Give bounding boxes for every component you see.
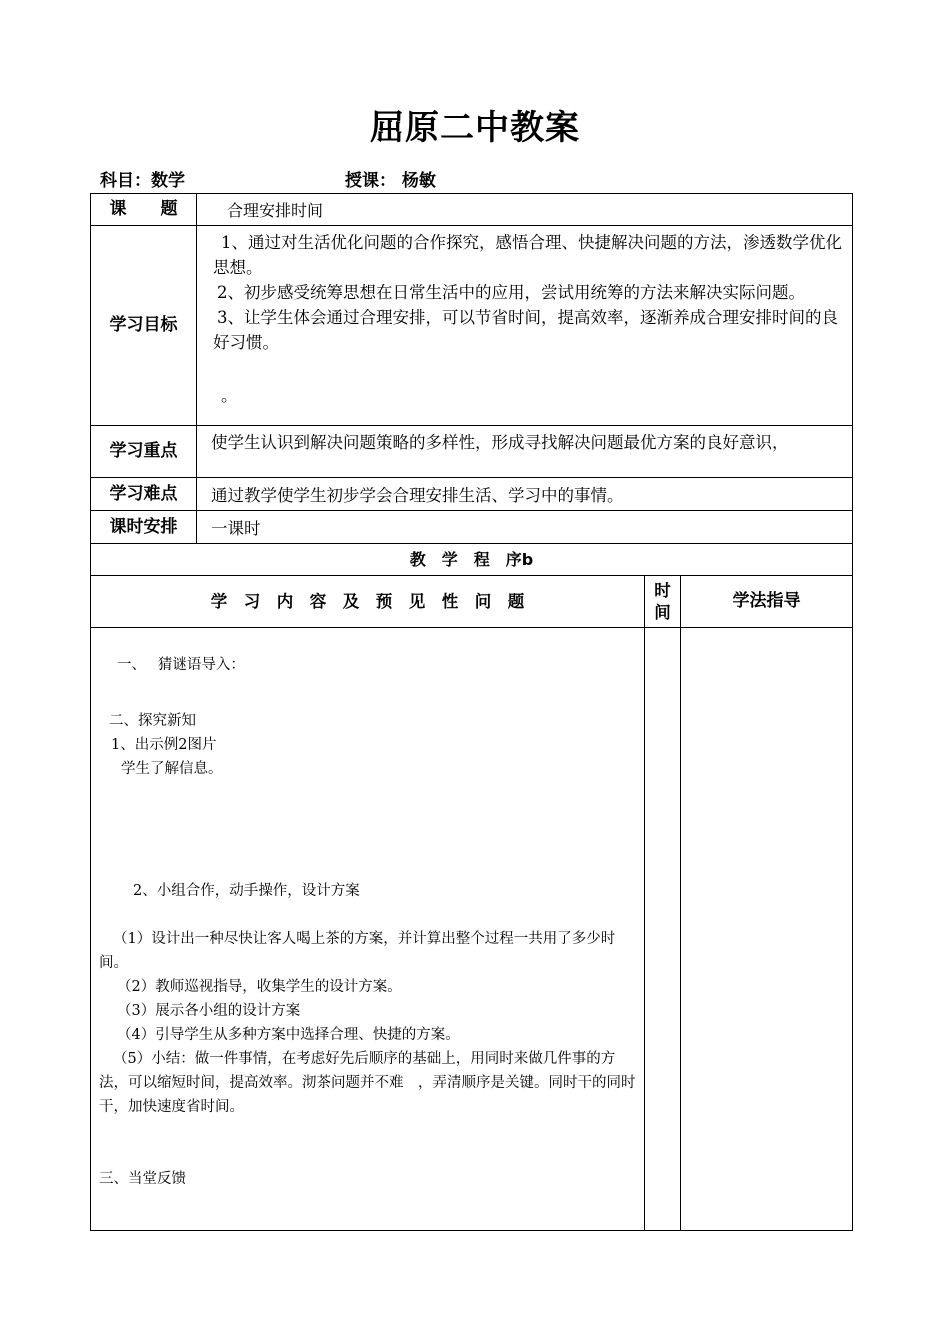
goal-item: 2、初步感受统筹思想在日常生活中的应用，尝试用统筹的方法来解决实际问题。 (217, 283, 805, 302)
goal-tail: 。 (221, 386, 238, 405)
hours-label: 课时安排 (91, 511, 197, 544)
key-value: 使学生认识到解决问题策略的多样性，形成寻找解决问题最优方案的良好意识， (197, 426, 853, 478)
content-column-header: 学 习 内 容 及 预 见 性 问 题 (91, 576, 645, 628)
time-column-header: 时间 (645, 576, 681, 628)
goal-item: 3、让学生体会通过合理安排，可以节省时间，提高效率，逐渐养成合理安排时间的良好习惯。 (213, 308, 838, 352)
difficulty-value: 通过教学使学生初步学会合理安排生活、学习中的事情。 (197, 478, 853, 511)
goal-item: 1、通过对生活优化问题的合作探究，感悟合理、快捷解决问题的方法，渗透数学优化思想。 (213, 233, 842, 277)
topic-value: 合理安排时间 (197, 194, 853, 226)
content-line: （4）引导学生从多种方案中选择合理、快捷的方案。 (117, 1027, 460, 1043)
content-line: 二、探究新知 (109, 713, 196, 729)
content-line: （3）展示各小组的设计方案 (117, 1003, 301, 1019)
content-line: 三、当堂反馈 (99, 1171, 186, 1187)
procedure-content (91, 628, 645, 1231)
goals-label: 学习目标 (91, 226, 197, 426)
content-line: （5）小结：做一件事情，在考虑好先后顺序的基础上，用同时来做几件事的方法，可以缩短时间，提高效率。沏茶问题并不难 ，弄清顺序是关键。同时干的同时干，加快速度省时间。 (99, 1051, 636, 1115)
lesson-plan-table (90, 193, 853, 1231)
method-column-header: 学法指导 (681, 576, 853, 628)
difficulty-label: 学习难点 (91, 478, 197, 511)
content-line: 1、出示例2图片 (111, 737, 217, 753)
content-line: 一、 猜谜语导入： (117, 657, 245, 673)
content-line: 2、小组合作，动手操作，设计方案 (133, 883, 360, 899)
teacher-label: 授课： 杨敏 (345, 171, 436, 191)
content-line: （1）设计出一种尽快让客人喝上茶的方案，并计算出整个过程一共用了多少时间。 (99, 931, 616, 971)
content-line: （2）教师巡视指导，收集学生的设计方案。 (117, 979, 402, 995)
procedure-heading: 教 学 程 序b (91, 544, 853, 576)
content-line: 学生了解信息。 (121, 761, 223, 777)
time-cell (645, 628, 681, 1231)
topic-label: 课 题 (91, 194, 197, 226)
key-label: 学习重点 (91, 426, 197, 478)
document-title: 屈原二中教案 (370, 108, 580, 148)
method-cell (681, 628, 853, 1231)
goals-value (197, 226, 853, 426)
meta-line (100, 166, 436, 191)
hours-value: 一课时 (197, 511, 853, 544)
subject-label: 科目：数学 (100, 171, 185, 191)
